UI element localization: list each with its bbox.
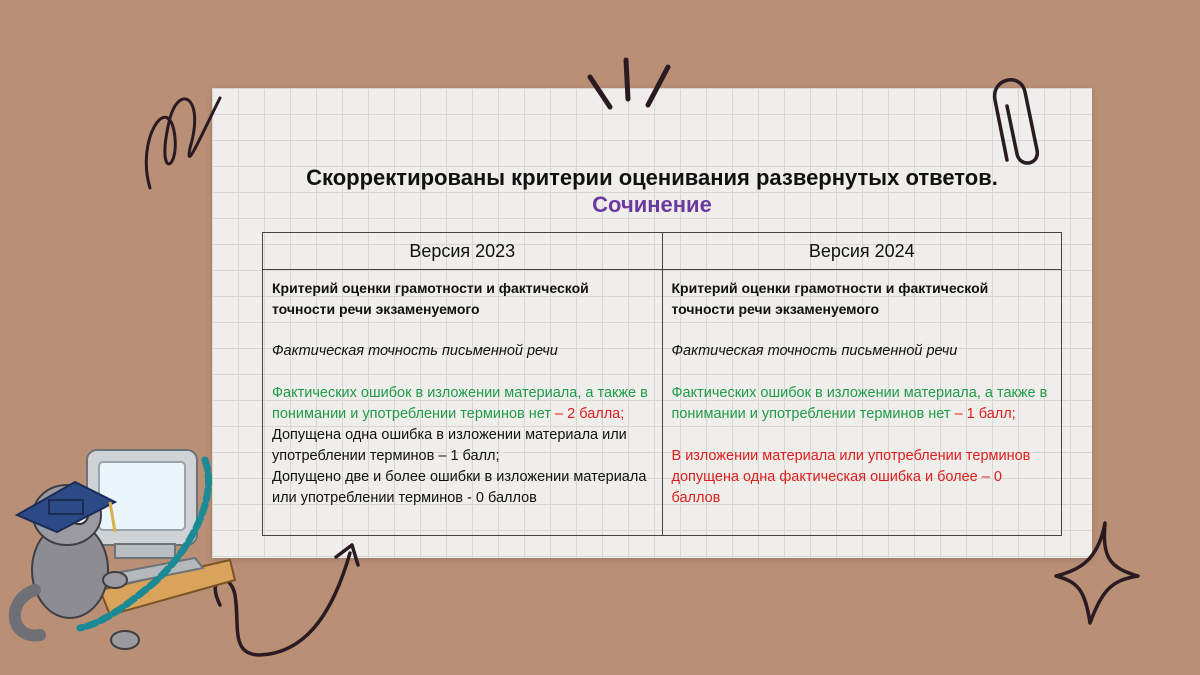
two-errors-text-2023: Допущено две и более ошибки в изложении материала или употреблении терминов - 0 баллов xyxy=(272,469,647,506)
score-1-point-text xyxy=(672,383,1054,425)
score-2024-max: – 1 балл; xyxy=(954,406,1016,422)
subcriterion-2024: Фактическая точность письменной речи xyxy=(671,343,958,359)
sparkle-star-icon xyxy=(1050,518,1145,628)
one-error-text-2023: Допущена одна ошибка в изложении материала или употреблении терминов – 1 балл; xyxy=(272,427,627,464)
criterion-title-2024: Критерий оценки грамотности и фактической точности речи экзаменуемого xyxy=(671,280,989,317)
table-row xyxy=(263,270,1062,536)
score-2-points-text xyxy=(272,383,654,425)
burst-lines-icon xyxy=(582,55,677,115)
cat-computer-illustration xyxy=(5,440,240,665)
paperclip-icon xyxy=(985,70,1055,170)
page-subtitle: Сочинение xyxy=(592,192,712,217)
page-title: Скорректированы критерии оценивания развернутых ответов. xyxy=(306,165,998,190)
header-2024: Версия 2024 xyxy=(662,233,1062,270)
subcriterion-2023: Фактическая точность письменной речи xyxy=(272,343,558,359)
score-2023-max: – 2 балла; xyxy=(555,406,625,422)
comparison-table xyxy=(262,232,1062,536)
no-errors-text-2023: Фактических ошибок в изложении материала, а также в понимании и употреблении терминов нет xyxy=(272,385,648,422)
table-header-row xyxy=(263,233,1062,270)
cell-2023 xyxy=(263,270,663,536)
cell-2024 xyxy=(662,270,1062,536)
criterion-title-2023: Критерий оценки грамотности и фактической точности речи экзаменуемого xyxy=(272,280,589,317)
header-2023: Версия 2023 xyxy=(263,233,663,270)
one-or-more-errors-text-2024: В изложении материала или употреблении терминов допущена одна фактическая ошибка и более – 0 баллов xyxy=(671,448,1031,506)
no-errors-text-2024: Фактических ошибок в изложении материала, а также в понимании и употреблении терминов нет xyxy=(671,385,1048,422)
